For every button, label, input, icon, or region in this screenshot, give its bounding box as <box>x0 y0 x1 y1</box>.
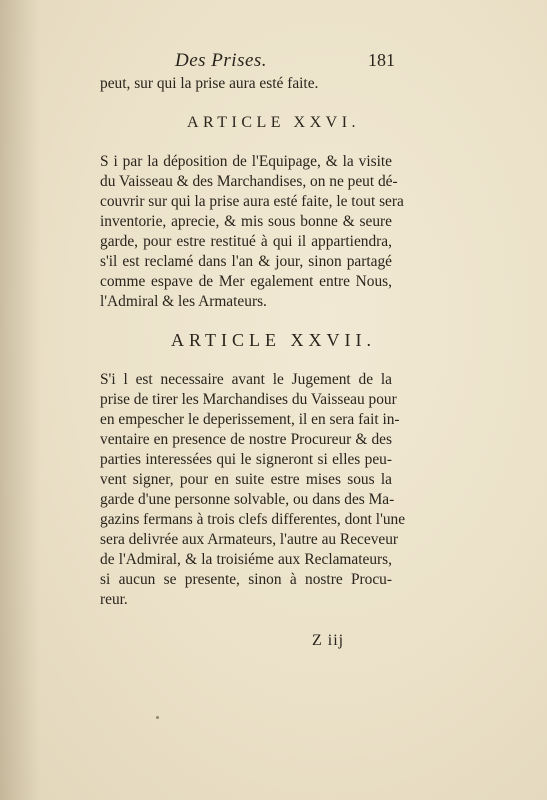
article-27-line-1: S'i l est necessaire avant le Jugement de la <box>100 371 392 388</box>
article-26-line-1: S i par la déposition de l'Equipage, & la visite <box>100 153 392 170</box>
article-26-heading: ARTICLE XXVI. <box>186 114 361 131</box>
signature-mark: Z iij <box>312 632 345 649</box>
article-26-body <box>100 152 404 312</box>
continuation-line: peut, sur qui la prise aura esté faite. <box>100 75 319 92</box>
article-26-line-3: couvrir sur qui la prise aura esté faite, le tout sera <box>100 193 404 210</box>
article-26-line-8: l'Admiral & les Armateurs. <box>100 293 267 310</box>
paper-speck <box>156 716 159 719</box>
page-header <box>0 50 547 72</box>
continuation-text <box>100 74 392 94</box>
article-27-body <box>100 370 406 610</box>
article-26-line-6: s'il est reclamé dans l'an & jour, sinon partagé <box>100 253 392 270</box>
article-27-line-12: reur. <box>100 591 128 608</box>
article-27-line-5: parties interessées qui le signeront si elles peu- <box>100 451 392 468</box>
article-26-line-4: inventorie, aprecie, & mis sous bonne & seure <box>100 213 392 230</box>
article-27-line-9: sera delivrée aux Armateurs, l'autre au Receveur <box>100 531 399 548</box>
article-26-line-2: du Vaisseau & des Marchandises, on ne peut dé- <box>100 173 398 190</box>
article-27-line-7: garde d'une personne solvable, ou dans des Ma- <box>100 491 395 508</box>
article-27-heading: ARTICLE XXVII. <box>171 330 376 350</box>
article-27-line-11: si aucun se presente, sinon à nostre Procu- <box>100 571 392 588</box>
article-27-line-3: en empescher le deperissement, il en sera fait in- <box>100 411 400 428</box>
running-head: Des Prises. <box>175 50 268 71</box>
article-27-line-10: de l'Admiral, & la troisiéme aux Reclamateurs, <box>100 551 392 568</box>
page-number: 181 <box>368 50 395 70</box>
article-27-line-6: vent signer, pour en suite estre mises sous la <box>100 471 392 488</box>
article-27-line-8: gazins fermans à trois clefs differentes, dont l'une <box>100 511 406 528</box>
article-27-line-4: ventaire en presence de nostre Procureur & des <box>100 431 392 448</box>
article-26-line-7: comme espave de Mer egalement entre Nous, <box>100 273 392 290</box>
article-26-line-5: garde, pour estre restitué à qui il appartiendra, <box>100 233 392 250</box>
article-27-line-2: prise de tirer les Marchandises du Vaisseau pour <box>100 391 397 408</box>
